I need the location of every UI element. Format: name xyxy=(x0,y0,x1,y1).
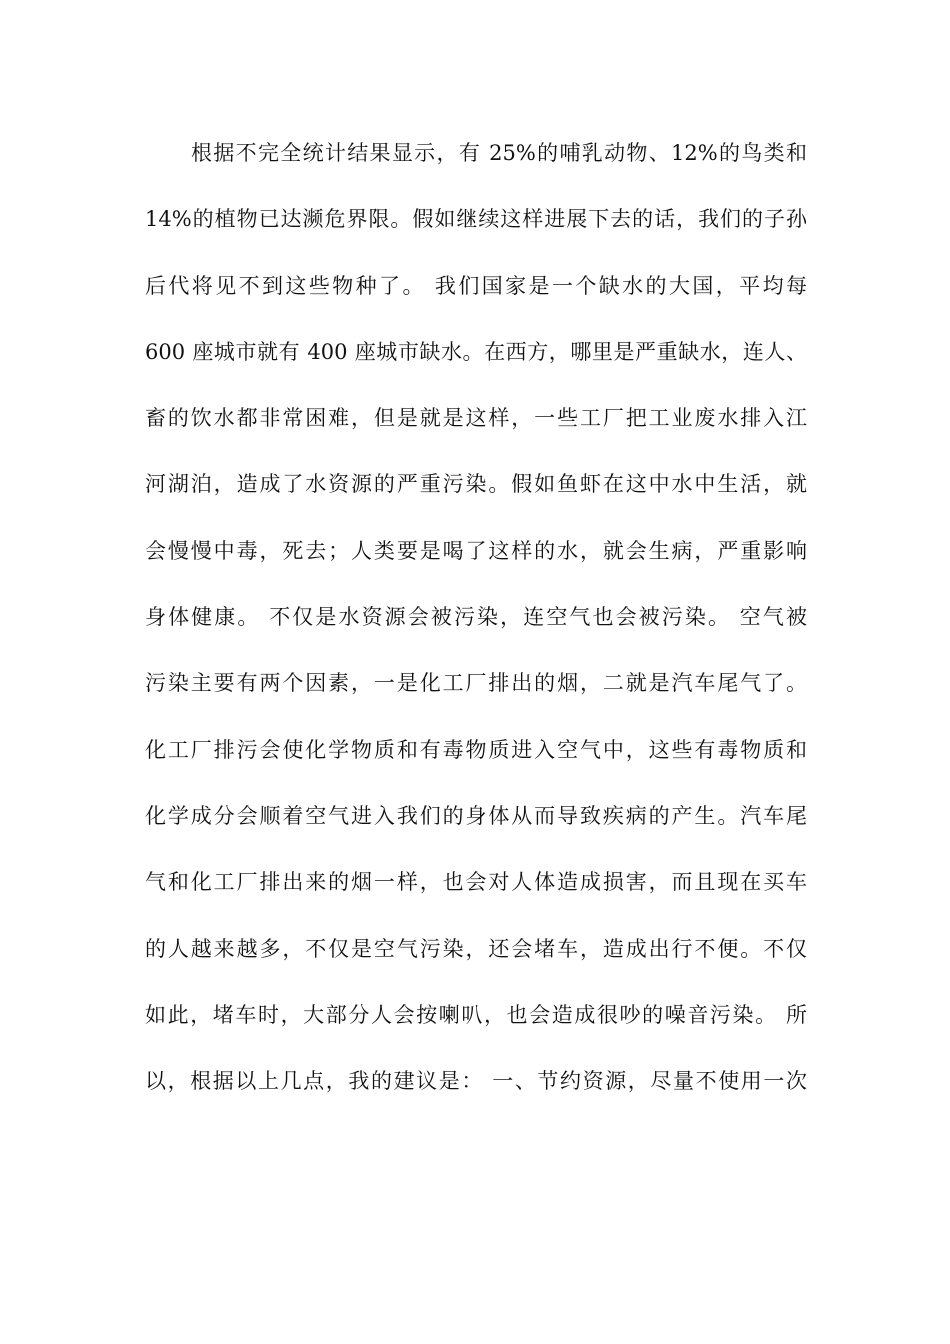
text-line: 畜的饮水都非常困难，但是就是这样，一些工厂把工业废水排入江 xyxy=(145,406,807,431)
text-line: 的人越来越多，不仅是空气污染，还会堵车，造成出行不便。不仅 xyxy=(145,936,807,961)
text-line: 气和化工厂排出来的烟一样，也会对人体造成损害，而且现在买车 xyxy=(145,870,807,895)
text-line: 化工厂排污会使化学物质和有毒物质进入空气中，这些有毒物质和 xyxy=(145,737,807,762)
text-line: 身体健康。 不仅是水资源会被污染，连空气也会被污染。 空气被 xyxy=(145,605,807,630)
text-line: 以，根据以上几点，我的建议是： 一、节约资源，尽量不使用一次 xyxy=(145,1069,807,1094)
text-line: 会慢慢中毒，死去；人类要是喝了这样的水，就会生病，严重影响 xyxy=(145,538,807,563)
text-line: 化学成分会顺着空气进入我们的身体从而导致疾病的产生。汽车尾 xyxy=(145,803,807,828)
text-line: 根据不完全统计结果显示，有 25%的哺乳动物、12%的鸟类和 xyxy=(191,141,807,165)
body-paragraph xyxy=(145,131,807,1125)
text-line: 河湖泊，造成了水资源的严重污染。假如鱼虾在这中水中生活，就 xyxy=(145,472,807,497)
text-line: 600 座城市就有 400 座城市缺水。在西方，哪里是严重缺水，连人、 xyxy=(145,339,807,364)
text-line: 如此，堵车时，大部分人会按喇叭，也会造成很吵的噪音污染。 所 xyxy=(145,1002,807,1027)
text-line: 污染主要有两个因素，一是化工厂排出的烟，二就是汽车尾气了。 xyxy=(145,671,807,696)
text-line: 后代将见不到这些物种了。 我们国家是一个缺水的大国，平均每 xyxy=(145,273,807,298)
text-line: 14%的植物已达濒危界限。假如继续这样进展下去的话，我们的子孙 xyxy=(145,207,807,232)
